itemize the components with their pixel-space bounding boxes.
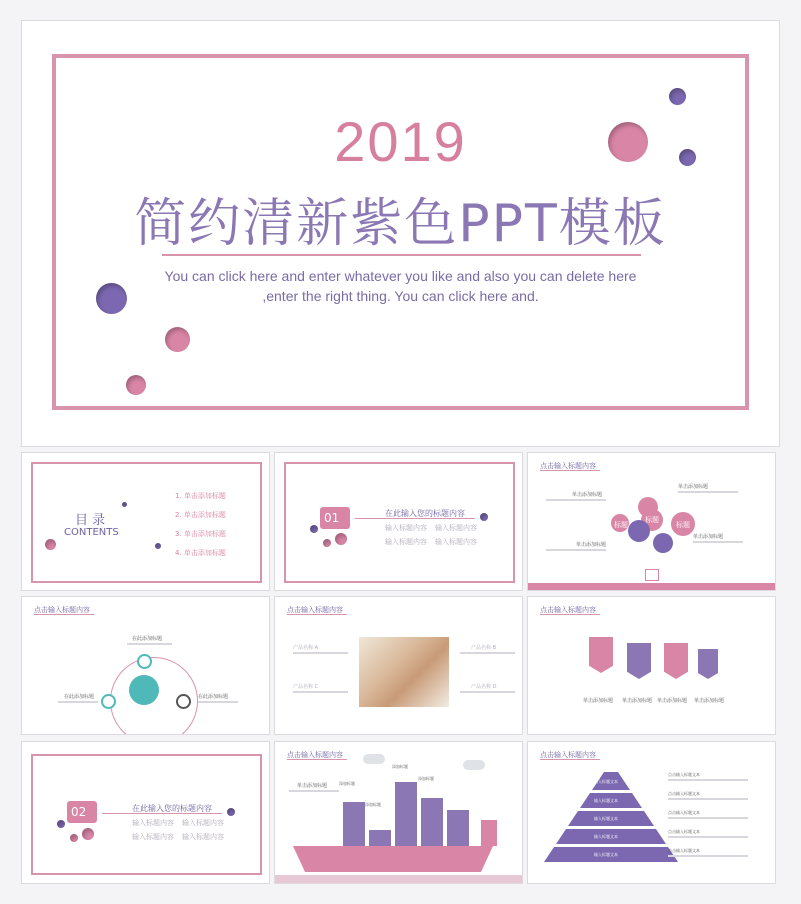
node-circle <box>101 694 116 709</box>
contents-item: 3. 单击添加标题 <box>175 530 226 538</box>
product-label: 产品名称 B <box>471 645 497 651</box>
center-circle <box>129 675 159 705</box>
balloon-label: 标题 <box>645 516 659 524</box>
product-label: 产品名称 A <box>293 645 319 651</box>
section-number: 02 <box>71 805 87 819</box>
contents-item: 2. 单击添加标题 <box>175 511 226 519</box>
text-placeholder <box>546 499 606 501</box>
ship-hull <box>293 846 493 872</box>
side-title: 点击输入标题文本 <box>668 791 700 796</box>
title-rule <box>355 518 475 519</box>
product-label: 产品名称 C <box>293 684 319 690</box>
section-bullet: 输入标题内容 <box>132 819 174 827</box>
decor-circle <box>45 539 56 550</box>
pyramid-level-label: 输入标题文本 <box>594 798 618 803</box>
header-rule <box>540 614 600 615</box>
slide-title: 简约清新紫色PPT模板 <box>134 194 667 254</box>
section-bullet: 输入标题内容 <box>182 833 224 841</box>
text-placeholder <box>546 549 606 551</box>
slide-header: 点击输入标题内容 <box>287 751 343 759</box>
text-title: 单击添加标题 <box>576 542 607 548</box>
chart-bar <box>395 782 417 856</box>
balloon-label: 标题 <box>614 521 628 529</box>
text-placeholder <box>460 652 515 654</box>
section-title: 在此输入您的标题内容 <box>385 509 465 518</box>
contents-heading-en: CONTENTS <box>64 527 119 538</box>
pyramid-level-label: 输入标题文本 <box>594 834 618 839</box>
text-placeholder <box>668 855 748 857</box>
decor-circle <box>96 283 127 314</box>
slide-header: 点击输入标题内容 <box>540 751 596 759</box>
product-label: 产品名称 D <box>471 684 497 690</box>
bar-label: 添加标题 <box>392 764 408 769</box>
text-placeholder <box>668 779 748 781</box>
decor-circle <box>480 513 488 521</box>
bar-label: 添加标题 <box>365 802 381 807</box>
decor-circle <box>669 88 686 105</box>
section-number: 01 <box>324 511 340 525</box>
text-placeholder <box>198 701 238 703</box>
slide-frame <box>31 462 262 583</box>
pyramid <box>528 742 776 884</box>
slide-year: 2019 <box>334 110 467 173</box>
side-title: 点击输入标题文本 <box>668 772 700 777</box>
text-placeholder <box>668 836 748 838</box>
bar-label: 添加标题 <box>339 781 355 786</box>
header-rule <box>540 470 600 471</box>
slide-header: 点击输入标题内容 <box>540 606 596 614</box>
photo <box>359 637 449 707</box>
decor-circle <box>70 834 78 842</box>
node-label: 在此添加标题 <box>132 636 163 642</box>
gift-box-icon <box>645 569 659 581</box>
section-bullet: 输入标题内容 <box>182 819 224 827</box>
decor-circle <box>608 122 648 162</box>
footer-bar <box>528 583 776 591</box>
decor-circle <box>679 149 696 166</box>
slide-thumbnail-circles[interactable] <box>21 596 270 735</box>
text-placeholder <box>460 691 515 693</box>
banner-label: 单击添加标题 <box>657 698 688 704</box>
section-bullet: 输入标题内容 <box>435 538 477 546</box>
contents-item: 1. 单击添加标题 <box>175 492 226 500</box>
section-bullet: 输入标题内容 <box>132 833 174 841</box>
slide-header: 点击输入标题内容 <box>287 606 343 614</box>
decor-circle <box>323 539 331 547</box>
text-placeholder <box>127 643 172 645</box>
slide-thumbnail-section-02[interactable] <box>21 741 270 884</box>
main-slide[interactable] <box>21 20 780 447</box>
decor-circle <box>82 828 94 840</box>
slide-thumbnail-ship-chart[interactable] <box>274 741 523 884</box>
subtitle-line-1: You can click here and enter whatever you like and also you can delete here <box>164 268 637 284</box>
title-rule <box>102 813 222 814</box>
banner-label: 单击添加标题 <box>694 698 725 704</box>
decor-circle <box>126 375 146 395</box>
slide-header: 点击输入标题内容 <box>34 606 90 614</box>
text-title: 单击添加标题 <box>572 492 603 498</box>
decor-circle <box>165 327 190 352</box>
slide-thumbnail-balloons[interactable] <box>527 452 776 591</box>
pyramid-level-label: 输入标题文本 <box>594 779 618 784</box>
banner <box>589 637 613 673</box>
decor-circle <box>57 820 65 828</box>
pyramid-level-label: 输入标题文本 <box>594 816 618 821</box>
text-placeholder <box>293 691 348 693</box>
header-rule <box>34 614 94 615</box>
text-placeholder <box>58 701 98 703</box>
slide-header: 点击输入标题内容 <box>540 462 596 470</box>
footer-bar <box>275 875 523 884</box>
text-title: 单击添加标题 <box>297 783 328 789</box>
balloon <box>653 533 673 553</box>
side-title: 点击输入标题文本 <box>668 810 700 815</box>
banner <box>627 643 651 679</box>
slide-thumbnail-pyramid[interactable] <box>527 741 776 884</box>
decor-circle <box>155 543 161 549</box>
banner-label: 单击添加标题 <box>622 698 653 704</box>
node-circle <box>176 694 191 709</box>
banner-label: 单击添加标题 <box>583 698 614 704</box>
text-placeholder <box>678 491 738 493</box>
slide-thumbnail-section-01[interactable] <box>274 452 523 591</box>
header-rule <box>287 614 347 615</box>
node-label: 在此添加标题 <box>198 694 229 700</box>
contents-heading: 目 录 <box>75 513 106 528</box>
banner <box>698 649 718 679</box>
node-circle <box>137 654 152 669</box>
decor-circle <box>310 525 318 533</box>
text-placeholder <box>293 652 348 654</box>
slide-thumbnail-photo[interactable] <box>274 596 523 735</box>
side-title: 点击输入标题文本 <box>668 829 700 834</box>
title-rule <box>162 254 641 256</box>
decor-circle <box>335 533 347 545</box>
contents-item: 4. 单击添加标题 <box>175 549 226 557</box>
section-title: 在此输入您的标题内容 <box>132 804 212 813</box>
text-placeholder <box>668 817 748 819</box>
text-title: 单击添加标题 <box>693 534 724 540</box>
text-title: 单击添加标题 <box>678 484 709 490</box>
side-title: 点击输入标题文本 <box>668 848 700 853</box>
ship-tower <box>481 820 497 846</box>
text-placeholder <box>693 541 743 543</box>
section-bullet: 输入标题内容 <box>385 538 427 546</box>
banner <box>664 643 688 679</box>
section-bullet: 输入标题内容 <box>385 524 427 532</box>
slide-thumbnail-contents[interactable] <box>21 452 270 591</box>
node-label: 在此添加标题 <box>64 694 95 700</box>
slide-thumbnail-banners[interactable] <box>527 596 776 735</box>
bar-label: 添加标题 <box>418 776 434 781</box>
decor-circle <box>227 808 235 816</box>
section-bullet: 输入标题内容 <box>435 524 477 532</box>
subtitle-line-2: ,enter the right thing. You can click here and. <box>262 288 539 304</box>
text-placeholder <box>668 798 748 800</box>
decor-circle <box>122 502 127 507</box>
pyramid-level-label: 输入标题文本 <box>594 852 618 857</box>
balloon-label: 标题 <box>676 521 690 529</box>
slide-subtitle <box>22 266 779 306</box>
